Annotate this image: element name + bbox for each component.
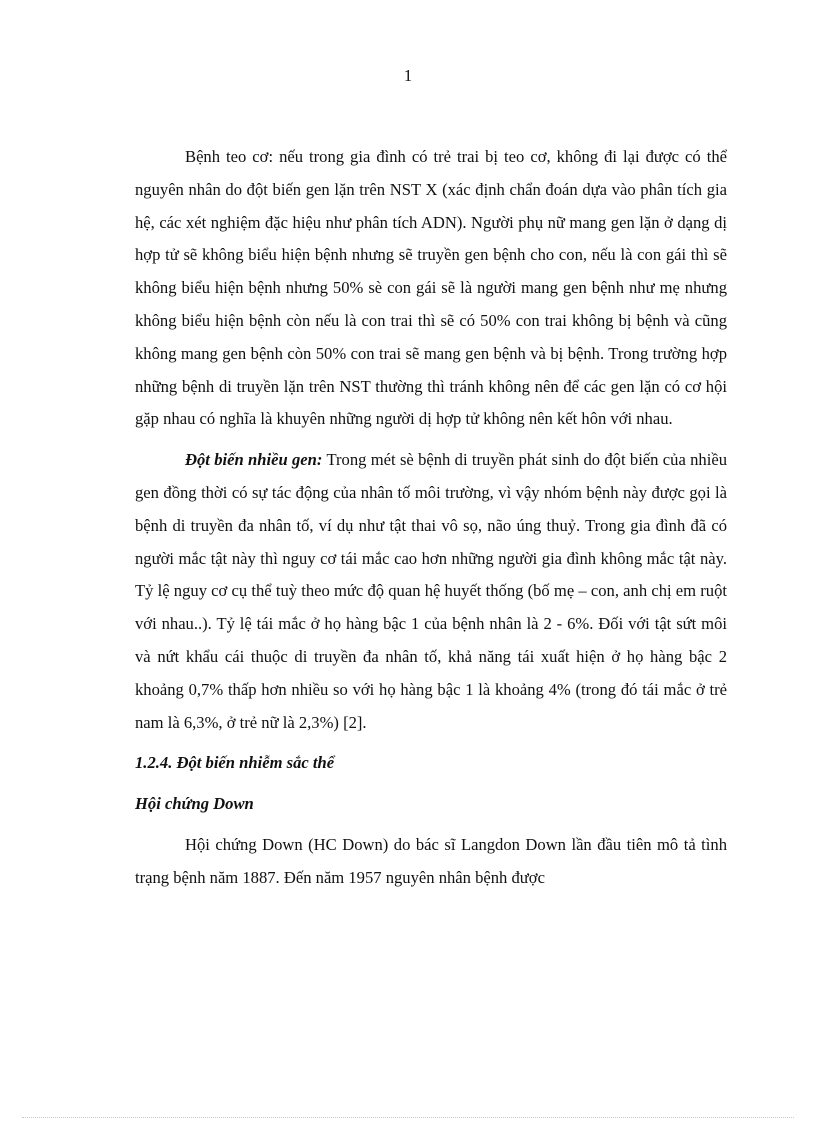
paragraph-body: Trong mét sè bệnh di truyền phát sinh do đột biến của nhiều gen đồng thời có sự tác động của nhân tố môi trường, vì vậy nhóm bệnh này được gọi là bệnh di truyền đa nhân tố, ví dụ như tật thai vô sọ, não úng thuỷ. Trong gia đình đã có người mắc tật này thì nguy cơ tái mắc cao hơn những người gia đình không mắc tật này. Tỷ lệ nguy cơ cụ thể tuỳ theo mức độ quan hệ huyết thống (bố mẹ – con, anh chị em ruột với nhau..). Tỷ lệ tái mắc ở họ hàng bậc 1 của bệnh nhân là 2 - 6%. Đối với tật sứt môi và nứt khẩu cái thuộc di truyền đa nhân tố, khả năng tái xuất hiện ở họ hàng bậc 2 khoảng 0,7% thấp hơn nhiều so với họ hàng bậc 1 là khoảng 4% (trong đó tái mắc ở trẻ nam là 6,3%, ở trẻ nữ là 2,3%) [2]. xyxy=(135,450,727,732)
section-heading: 1.2.4. Đột biến nhiễm sắc thể xyxy=(135,753,335,773)
paragraph-lead-term: Đột biến nhiều gen: xyxy=(185,450,323,470)
page-number: 1 xyxy=(403,66,413,85)
paragraph-down-syndrome: Hội chứng Down (HC Down) do bác sĩ Langdon Down lần đầu tiên mô tả tình trạng bệnh năm 1887. Đến năm 1957 nguyên nhân bệnh được xyxy=(135,834,727,887)
document-body xyxy=(135,141,727,895)
paragraph-polygenic-mutation xyxy=(135,444,727,739)
subsection-heading: Hội chứng Down xyxy=(135,794,254,814)
paragraph-muscular-dystrophy: Bệnh teo cơ: nếu trong gia đình có trẻ trai bị teo cơ, không đi lại được có thể nguyên nhân do đột biến gen lặn trên NST X (xác định chẩn đoán dựa vào phân tích gia hệ, các xét nghiệm đặc hiệu như phân tích ADN). Người phụ nữ mang gen lặn ở dạng dị hợp tử sẽ không biểu hiện bệnh nhưng sẽ truyền gen bệnh cho con, nếu là con gái thì sẽ không biểu hiện bệnh nhưng 50% sè con gái sẽ là người mang gen bệnh như mẹ nhưng không biểu hiện bệnh còn nếu là con trai thì sẽ có 50% con trai không bị bệnh và cũng không mang gen bệnh còn 50% con trai sẽ mang gen bệnh và bị bệnh. Trong trường hợp những bệnh di truyền lặn trên NST thường thì tránh không nên để các gen lặn có cơ hội gặp nhau có nghĩa là khuyên những người dị hợp tử không nên kết hôn với nhau. xyxy=(135,147,727,429)
page-bottom-divider xyxy=(22,1117,794,1118)
